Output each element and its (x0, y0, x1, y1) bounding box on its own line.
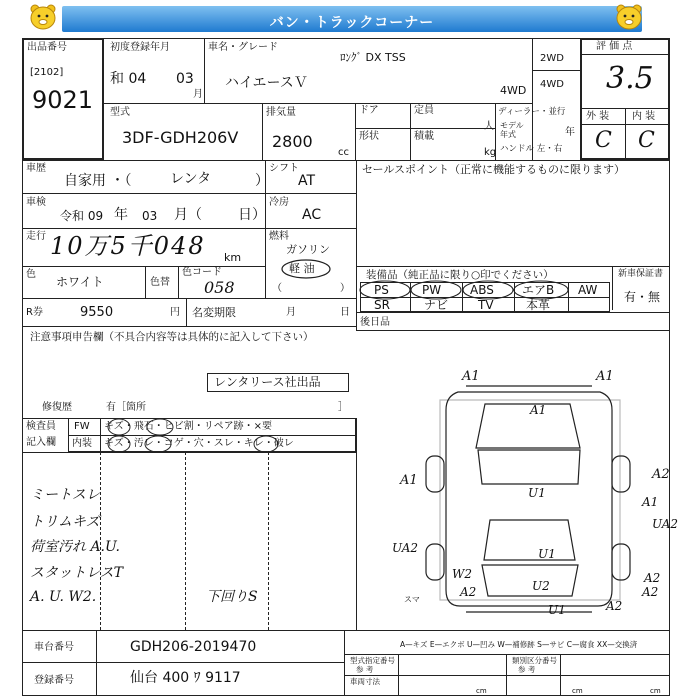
year-mark: 年 (565, 127, 575, 138)
mark-rear-left-corner: A2 (460, 585, 477, 599)
note-4: スタットレスT (30, 565, 123, 581)
inspector-row1: キズ・飛石・ヒビ割・リペア跡・×要 (104, 421, 272, 432)
equip-navi: ナビ (424, 298, 449, 312)
history-value: 自家用 ・（ (64, 173, 132, 189)
color-code-label: 色コード (182, 267, 222, 278)
bear-mascot-icon (26, 3, 60, 31)
notes-stamp-text: レンタリース社出品 (214, 375, 321, 389)
equip-airbag: エアB (522, 283, 555, 297)
mark-right-rear: A2 (644, 571, 661, 585)
mark-hood: A1 (530, 403, 547, 417)
capacity-unit: 人 (484, 121, 494, 132)
type-no-label: 型式指定番号 (350, 656, 395, 665)
displacement-label: 排気量 (266, 107, 296, 118)
score-label: 評 価 点 (596, 41, 633, 52)
first-reg-label: 初度登録年月 (110, 42, 170, 53)
fuel-paren-close: ） (340, 283, 350, 294)
mark-front-right: A1 (596, 369, 614, 384)
drive-opt1: 2WD (540, 53, 564, 64)
mark-rear: U2 (532, 579, 550, 593)
mark-right-door: UA2 (652, 517, 679, 531)
repair-value: 有［箇所 (106, 402, 146, 413)
lot-code: [2102] (30, 67, 64, 78)
name-change-month: 月 (286, 307, 296, 318)
inspection-month: 03 (142, 209, 158, 223)
color-label: 色 (26, 269, 36, 280)
equip-sr: SR (374, 298, 390, 312)
damage-legend: A—キズ E—エクボ U—凹み W—補修跡 S—サビ C—腐食 XX—交換済 (400, 640, 638, 649)
history-handwritten: レンタ (170, 171, 212, 187)
car-drive: 4WD (500, 84, 527, 97)
ac-value: AC (302, 207, 322, 223)
model-value: 3DF-GDH206V (122, 128, 239, 147)
mark-right-front: A2 (652, 467, 670, 482)
history-label: 車歴 (26, 163, 46, 174)
recycle-unit: 円 (170, 307, 180, 318)
int-label: 内 装 (632, 111, 656, 122)
mark-left-mid: UA2 (392, 541, 419, 555)
inspector-row2-head: 内装 (72, 438, 92, 449)
displacement-value: 2800 (272, 132, 313, 151)
drive-opt2: 4WD (540, 79, 564, 90)
inspection-label: 車検 (26, 197, 46, 208)
mark-right-mid: A1 (642, 495, 659, 509)
mileage-unit: km (224, 251, 242, 264)
header-banner (62, 6, 642, 32)
doors-label: ドア (359, 105, 379, 116)
capacity-label: 定員 (414, 105, 434, 116)
repair-close: ］ (338, 402, 348, 413)
equip-leather: 本革 (526, 298, 551, 312)
color-value: ホワイト (56, 275, 104, 289)
color-change-label: 色替 (150, 277, 170, 288)
note-1: ミートスレ (30, 487, 100, 503)
load-label: 積載 (414, 131, 434, 142)
seat-label: 後日品 (360, 317, 390, 328)
handle-label: ハンドル 左・右 (500, 144, 563, 154)
inspector-label2: 記入欄 (26, 437, 56, 448)
first-reg-era: 和 04 (110, 71, 147, 87)
color-code: 058 (204, 278, 235, 297)
ac-label: 冷房 (269, 197, 289, 208)
first-reg-month-suffix: 月 (193, 89, 203, 100)
inspection-month-suffix: 月（ (174, 207, 202, 223)
equip-ps: PS (374, 283, 389, 297)
model-year-label: モデル (500, 121, 524, 130)
recycle-label: R券 (26, 307, 43, 318)
mark-rear-roof: U1 (538, 547, 556, 561)
header-title: バン・トラックコーナー (269, 15, 435, 31)
lot-number: 9021 (32, 86, 94, 114)
ext-value: C (595, 128, 612, 153)
year-label: 年式 (500, 130, 516, 139)
mark-left-front: A1 (400, 473, 418, 488)
note-3: 荷室汚れ A.U. (30, 539, 120, 555)
inspection-era: 令和 09 (60, 209, 104, 223)
ext-label: 外 装 (586, 111, 610, 122)
name-change-label: 名変期限 (192, 306, 236, 319)
chassis-label: 車台番号 (34, 642, 74, 653)
recycle-value: 9550 (80, 305, 114, 320)
notes-label: 注意事項申告欄（不具合内容等は具体的に記入して下さい） (30, 331, 314, 343)
shape-label: 形状 (359, 131, 379, 142)
note-5: A. U. W2. (30, 589, 97, 605)
inspection-day: 日） (238, 207, 266, 223)
inspection-year-suffix: 年 (114, 207, 128, 223)
bear-mascot-icon (612, 3, 646, 31)
fuel-paren-open: （ (272, 283, 282, 294)
warranty-value: 有・無 (624, 290, 661, 304)
mark-front-left: A1 (462, 369, 480, 384)
history-close: ） (255, 173, 269, 189)
car-name: ハイエースＶ (225, 75, 308, 91)
fuel-label: 燃料 (269, 231, 289, 242)
warranty-label: 新車保証書 (618, 269, 664, 279)
mileage-value: 10万5千048 (50, 232, 206, 260)
load-unit: kg (484, 147, 497, 158)
cm-label-3: cm (650, 687, 661, 695)
chassis-value: GDH206-2019470 (130, 639, 257, 655)
first-reg-month: 03 (176, 71, 194, 87)
int-value: C (638, 128, 655, 153)
displacement-unit: cc (338, 147, 349, 158)
cm-label-2: cm (572, 687, 583, 695)
equip-pw: PW (422, 283, 442, 297)
model-label: 型式 (110, 107, 130, 118)
mark-rear-right-bumper: A2 (606, 599, 623, 613)
mark-left-rear: W2 (452, 567, 472, 581)
ref1-label: 参 考 (356, 665, 374, 674)
note-2: トリムキズ (30, 514, 100, 530)
mark-rear-right-corner: A2 (642, 585, 659, 599)
note-6: 下回りS (206, 589, 258, 605)
fuel-gasoline: ガソリン (286, 243, 330, 256)
equip-tv: TV (478, 298, 494, 312)
inspector-row2: キズ・汚レ・コゲ・穴・スレ・キレ・破レ (104, 438, 294, 449)
repair-label: 修復歴 (42, 402, 72, 413)
shift-label: シフト (269, 163, 299, 174)
car-label: 車名・グレード (208, 42, 278, 53)
equip-abs: ABS (470, 283, 494, 297)
inspector-label: 検査員 (26, 421, 56, 432)
dealer-label: ディーラー・並行 (498, 107, 566, 117)
cm-label-1: cm (476, 687, 487, 695)
plate-label: 登録番号 (34, 675, 74, 686)
equip-aw: AW (578, 283, 598, 297)
diagram-small-label: スマ (404, 595, 420, 604)
lot-label: 出品番号 (27, 42, 67, 53)
mark-roof: U1 (528, 486, 546, 500)
sales-label: セールスポイント（正常に機能するものに限ります） (362, 163, 626, 176)
score-value: 3.5 (606, 61, 654, 96)
length-label: 車両寸法 (350, 677, 380, 686)
inspector-row1-head: FW (74, 421, 90, 432)
car-grade: ﾛﾝｸﾞ DX TSS (340, 51, 406, 64)
plate-value: 仙台 400 ﾜ 9117 (130, 670, 241, 686)
class-no-label: 類別区分番号 (512, 656, 557, 665)
name-change-day: 日 (340, 307, 350, 318)
ref2-label: 参 考 (518, 665, 536, 674)
shift-value: AT (298, 173, 316, 189)
fuel-diesel: 軽 油 (289, 262, 315, 275)
mileage-label: 走行 (26, 231, 46, 242)
mark-rear-bumper: U1 (548, 603, 566, 617)
equipment-label: 装備品（純正品に限り○印でください） (366, 269, 554, 281)
